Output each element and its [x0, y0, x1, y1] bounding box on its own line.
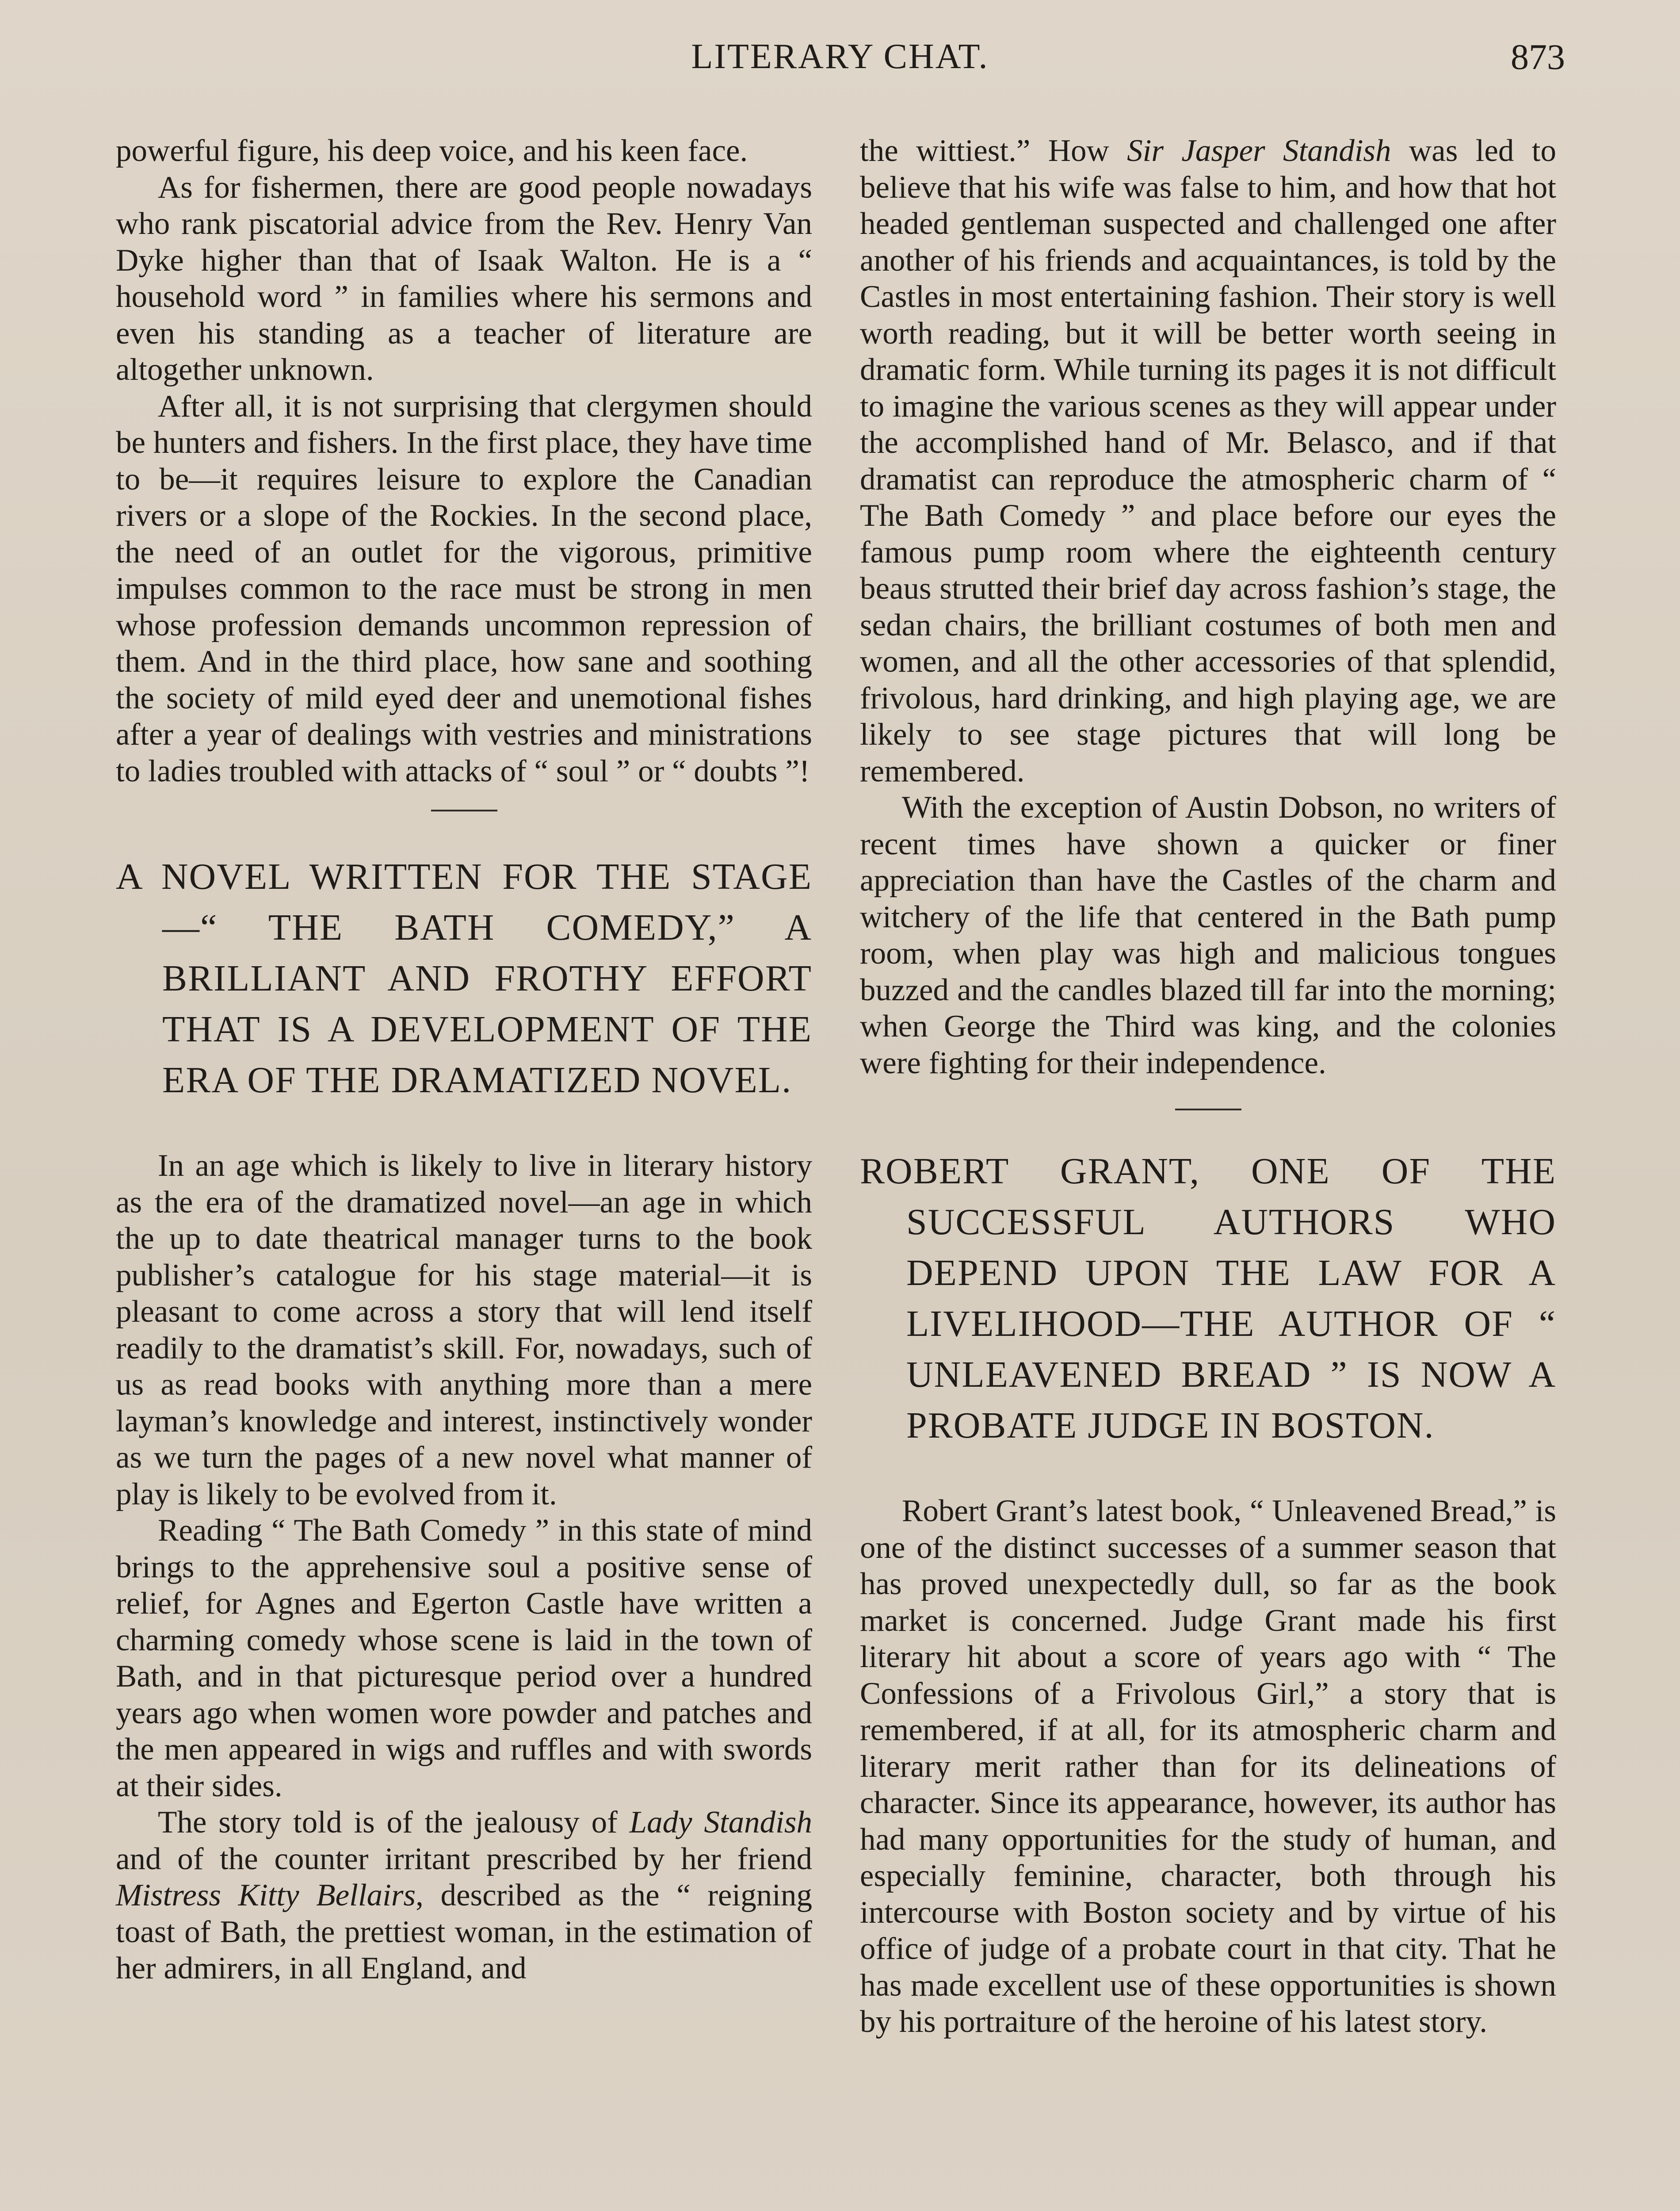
- left-paragraph-2: As for fishermen, there are good people nowadays who rank piscatorial advice from the Rev. Henry Van Dyke higher than that of Isaak Walton. He is a “ household word ” in families where his sermons and even his standing as a teacher of literature are altogether unknown.: [116, 170, 812, 387]
- left-paragraph-6-start: The story told is of the jealousy of: [158, 1805, 630, 1840]
- section-heading-bath-comedy: [116, 851, 812, 1106]
- section-divider: [431, 810, 497, 811]
- left-paragraph-6-middle: and of the counter irritant prescribed by her friend: [116, 1841, 812, 1876]
- left-paragraph-1: powerful figure, his deep voice, and his keen face.: [116, 134, 748, 168]
- section-heading-text: ROBERT GRANT, ONE OF THE SUCCESSFUL AUTHORS WHO DEPEND UPON THE LAW FOR A LIVELIHOOD—THE AUTHOR OF “ UNLEAVENED BREAD ” IS NOW A PROBATE JUDGE IN BOSTON.: [860, 1151, 1556, 1446]
- left-column: [116, 133, 812, 1987]
- left-paragraph-5: Reading “ The Bath Comedy ” in this state of mind brings to the apprehensive soul a positive sense of relief, for Agnes and Egerton Castle have written a charming comedy whose scene is laid in the town of Bath, and in that picturesque period over a hundred years ago when women wore powder and patches and the men appeared in wigs and ruffles and with swords at their sides.: [116, 1513, 812, 1803]
- right-paragraph-1: [860, 133, 1556, 789]
- left-paragraph-4: In an age which is likely to live in literary history as the era of the dramatized novel—an age in which the up to date theatrical manager turns to the book publisher’s catalogue for his stage material—it is pleasant to come across a story that will lend itself readily to the dramatist’s skill. For, nowadays, such of us as read books with anything more than a mere layman’s knowledge and interest, instinctively wonder as we turn the pages of a new novel what manner of play is likely to be evolved from it.: [116, 1148, 812, 1511]
- right-column: [860, 133, 1556, 2040]
- left-paragraph-3: After all, it is not surprising that clergymen should be hunters and fishers. In the first place, they have time to be—it requires leisure to explore the Canadian rivers or a slope of the Rockies. In the second place, the need of an outlet for the vigorous, primitive impulses common to the race must be strong in men whose profession demands uncommon repression of them. And in the third place, how sane and soothing the society of mild eyed deer and unemotional fishes after a year of dealings with vestries and ministrations to ladies troubled with attacks of “ soul ” or “ doubts ”!: [116, 389, 812, 788]
- section-divider: [1175, 1109, 1241, 1110]
- section-heading-text: A NOVEL WRITTEN FOR THE STAGE —“ THE BATH COMEDY,” A BRILLIANT AND FROTHY EFFORT THAT IS A DEVELOPMENT OF THE ERA OF THE DRAMATIZED NOVEL.: [116, 856, 812, 1101]
- right-paragraph-2: With the exception of Austin Dobson, no writers of recent times have shown a quicker or finer appreciation than have the Castles of the charm and witchery of the life that centered in the Bath pump room, when play was high and malicious tongues buzzed and the candles blazed till far into the morning; when George the Third was king, and the colonies were fighting for their independence.: [860, 790, 1556, 1080]
- kitty-bellairs-name: Mistress Kitty Bellairs: [116, 1878, 416, 1913]
- right-paragraph-1-start: the wittiest.” How: [860, 134, 1127, 168]
- left-paragraph-6-end: , described as the “ reigning toast of Bath, the prettiest woman, in the estimation of her admirers, in all England, and: [116, 1878, 812, 1985]
- page-header: [115, 39, 1565, 110]
- right-paragraph-3: Robert Grant’s latest book, “ Unleavened Bread,” is one of the distinct successes of a summer season that has proved unexpectedly dull, so far as the book market is concerned. Judge Grant made his first literary hit about a score of years ago with “ The Confessions of a Frivolous Girl,” a story that is remembered, if at all, for its atmospheric charm and literary merit rather than for its delineations of character. Since its appearance, however, its author has had many opportunities for the study of human, and especially feminine, character, both through his intercourse with Boston society and by virtue of his office of judge of a probate court in that city. That he has made excellent use of these opportunities is shown by his portraiture of the heroine of his latest story.: [860, 1494, 1556, 2039]
- section-heading-robert-grant: [860, 1146, 1556, 1451]
- jasper-standish-name: Sir Jasper Standish: [1127, 134, 1391, 168]
- running-head: LITERARY CHAT.: [691, 37, 989, 76]
- lady-standish-name: Lady Standish: [629, 1805, 813, 1840]
- page-number: 873: [1511, 37, 1565, 77]
- left-paragraph-6: [116, 1804, 812, 1987]
- right-paragraph-1-end: was led to believe that his wife was false to him, and how that hot headed gentleman suspected and challenged one after another of his friends and acquaintances, is told by the Castles in most entertaining fashion. Their story is well worth reading, but it will be better worth seeing in dramatic form. While turning its pages it is not difficult to imagine the various scenes as they will appear under the accomplished hand of Mr. Belasco, and if that dramatist can reproduce the atmospheric charm of “ The Bath Comedy ” and place before our eyes the famous pump room where the eighteenth century beaus strutted their brief day across fashion’s stage, the sedan chairs, the brilliant costumes of both men and women, and all the other accessories of that splendid, frivolous, hard drinking, and high playing age, we are likely to see stage pictures that will long be remembered.: [860, 134, 1556, 788]
